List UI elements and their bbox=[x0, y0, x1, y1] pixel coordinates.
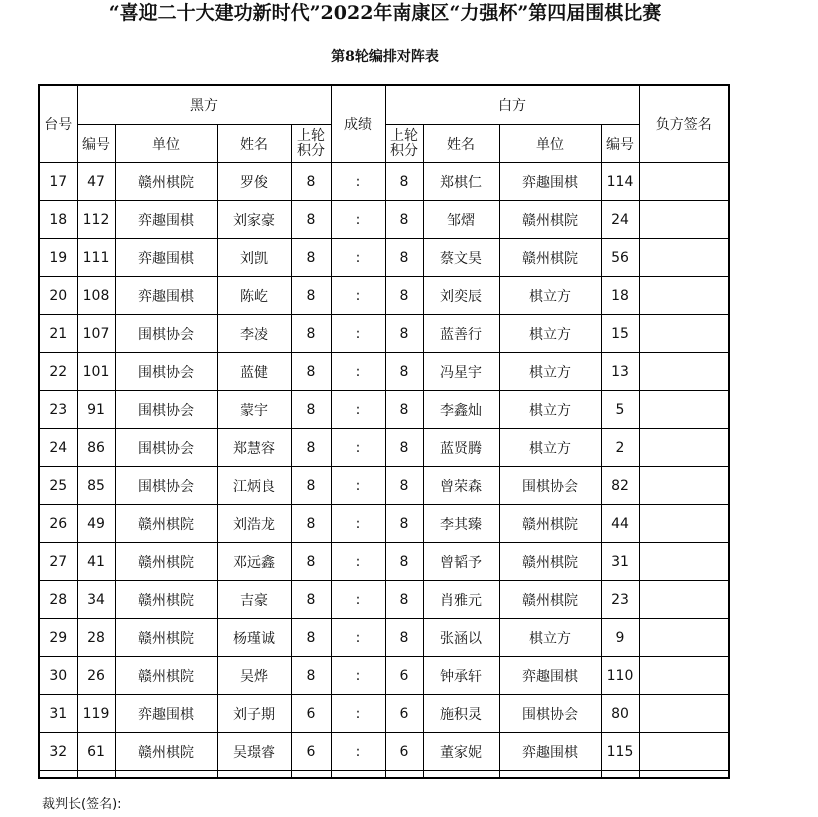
cell-white-unit: 赣州棋院 bbox=[499, 543, 601, 581]
cell-white-prev-points: 6 bbox=[385, 695, 423, 733]
cell-score: : bbox=[331, 467, 385, 505]
cell-black-unit: 围棋协会 bbox=[115, 315, 217, 353]
empty-cell bbox=[331, 771, 385, 779]
cell-black-number: 34 bbox=[77, 581, 115, 619]
cell-white-name: 郑棋仁 bbox=[423, 163, 499, 201]
cell-black-number: 91 bbox=[77, 391, 115, 429]
header-white-prev-points: 上轮积分 bbox=[385, 125, 423, 163]
cell-loser-sign bbox=[639, 581, 729, 619]
cell-score: : bbox=[331, 163, 385, 201]
table-row bbox=[39, 163, 729, 201]
cell-black-prev-points: 8 bbox=[291, 239, 331, 277]
cell-white-unit: 棋立方 bbox=[499, 391, 601, 429]
cell-black-number: 101 bbox=[77, 353, 115, 391]
cell-loser-sign bbox=[639, 657, 729, 695]
cell-score: : bbox=[331, 619, 385, 657]
cell-white-number: 24 bbox=[601, 201, 639, 239]
cell-table-no: 17 bbox=[39, 163, 77, 201]
cell-table-no: 20 bbox=[39, 277, 77, 315]
cell-score: : bbox=[331, 429, 385, 467]
page-subtitle: 第8轮编排对阵表 bbox=[331, 49, 439, 65]
cell-loser-sign bbox=[639, 733, 729, 771]
cell-black-number: 49 bbox=[77, 505, 115, 543]
cell-white-prev-points: 8 bbox=[385, 619, 423, 657]
cell-white-number: 44 bbox=[601, 505, 639, 543]
page-title: “喜迎二十大建功新时代”2022年南康区“力强杯”第四届围棋比赛 bbox=[108, 2, 662, 24]
cell-score: : bbox=[331, 581, 385, 619]
table-row bbox=[39, 277, 729, 315]
cell-loser-sign bbox=[639, 239, 729, 277]
cell-white-name: 董家妮 bbox=[423, 733, 499, 771]
cell-black-name: 李凌 bbox=[217, 315, 291, 353]
cell-white-unit: 棋立方 bbox=[499, 429, 601, 467]
empty-cell bbox=[499, 771, 601, 779]
cell-loser-sign bbox=[639, 277, 729, 315]
cell-white-unit: 弈趣围棋 bbox=[499, 733, 601, 771]
cell-table-no: 31 bbox=[39, 695, 77, 733]
table-row bbox=[39, 315, 729, 353]
cell-white-name: 张涵以 bbox=[423, 619, 499, 657]
cell-black-number: 28 bbox=[77, 619, 115, 657]
cell-black-number: 41 bbox=[77, 543, 115, 581]
cell-black-name: 刘浩龙 bbox=[217, 505, 291, 543]
table-row bbox=[39, 239, 729, 277]
cell-white-number: 23 bbox=[601, 581, 639, 619]
cell-white-number: 114 bbox=[601, 163, 639, 201]
cell-black-number: 108 bbox=[77, 277, 115, 315]
empty-cell bbox=[639, 771, 729, 779]
cell-black-prev-points: 8 bbox=[291, 657, 331, 695]
empty-cell bbox=[77, 771, 115, 779]
cell-black-prev-points: 8 bbox=[291, 467, 331, 505]
cell-black-name: 蓝健 bbox=[217, 353, 291, 391]
cell-black-number: 61 bbox=[77, 733, 115, 771]
cell-loser-sign bbox=[639, 391, 729, 429]
table-row bbox=[39, 467, 729, 505]
cell-white-name: 蓝善行 bbox=[423, 315, 499, 353]
cell-table-no: 26 bbox=[39, 505, 77, 543]
header-white-name: 姓名 bbox=[423, 125, 499, 163]
empty-cell bbox=[115, 771, 217, 779]
cell-white-name: 蓝贤腾 bbox=[423, 429, 499, 467]
cell-black-number: 86 bbox=[77, 429, 115, 467]
cell-white-number: 18 bbox=[601, 277, 639, 315]
cell-white-unit: 棋立方 bbox=[499, 353, 601, 391]
cell-black-prev-points: 8 bbox=[291, 315, 331, 353]
empty-cell bbox=[39, 771, 77, 779]
cell-loser-sign bbox=[639, 201, 729, 239]
table-row bbox=[39, 201, 729, 239]
cell-table-no: 23 bbox=[39, 391, 77, 429]
cell-white-number: 82 bbox=[601, 467, 639, 505]
cell-black-unit: 赣州棋院 bbox=[115, 163, 217, 201]
cell-white-name: 李其臻 bbox=[423, 505, 499, 543]
cell-white-name: 肖雅元 bbox=[423, 581, 499, 619]
cell-table-no: 30 bbox=[39, 657, 77, 695]
cell-table-no: 28 bbox=[39, 581, 77, 619]
cell-black-name: 罗俊 bbox=[217, 163, 291, 201]
cell-white-prev-points: 8 bbox=[385, 353, 423, 391]
cell-black-number: 107 bbox=[77, 315, 115, 353]
cell-white-prev-points: 8 bbox=[385, 391, 423, 429]
cell-black-unit: 赣州棋院 bbox=[115, 733, 217, 771]
cell-table-no: 32 bbox=[39, 733, 77, 771]
header-black-prev-points: 上轮积分 bbox=[291, 125, 331, 163]
cell-score: : bbox=[331, 695, 385, 733]
cell-black-name: 邓远鑫 bbox=[217, 543, 291, 581]
cell-black-unit: 围棋协会 bbox=[115, 429, 217, 467]
header-white: 白方 bbox=[385, 85, 639, 125]
cell-black-name: 吉豪 bbox=[217, 581, 291, 619]
table-tail-row bbox=[39, 771, 729, 779]
table-row bbox=[39, 657, 729, 695]
cell-black-prev-points: 8 bbox=[291, 581, 331, 619]
cell-black-number: 119 bbox=[77, 695, 115, 733]
empty-cell bbox=[291, 771, 331, 779]
cell-black-unit: 赣州棋院 bbox=[115, 505, 217, 543]
cell-black-name: 江炳良 bbox=[217, 467, 291, 505]
cell-white-number: 9 bbox=[601, 619, 639, 657]
cell-black-prev-points: 8 bbox=[291, 619, 331, 657]
cell-white-name: 蔡文昊 bbox=[423, 239, 499, 277]
cell-table-no: 29 bbox=[39, 619, 77, 657]
cell-white-unit: 赣州棋院 bbox=[499, 581, 601, 619]
header-loser-sign: 负方签名 bbox=[639, 85, 729, 163]
cell-table-no: 24 bbox=[39, 429, 77, 467]
cell-score: : bbox=[331, 543, 385, 581]
header-score: 成绩 bbox=[331, 85, 385, 163]
table-row bbox=[39, 695, 729, 733]
cell-black-number: 85 bbox=[77, 467, 115, 505]
cell-black-name: 刘子期 bbox=[217, 695, 291, 733]
cell-black-prev-points: 8 bbox=[291, 391, 331, 429]
header-black-name: 姓名 bbox=[217, 125, 291, 163]
cell-black-number: 112 bbox=[77, 201, 115, 239]
cell-black-name: 陈屹 bbox=[217, 277, 291, 315]
cell-white-name: 曾荣森 bbox=[423, 467, 499, 505]
table-row bbox=[39, 619, 729, 657]
cell-score: : bbox=[331, 733, 385, 771]
cell-white-unit: 赣州棋院 bbox=[499, 201, 601, 239]
cell-black-name: 吴璟睿 bbox=[217, 733, 291, 771]
cell-white-number: 110 bbox=[601, 657, 639, 695]
cell-white-number: 2 bbox=[601, 429, 639, 467]
cell-loser-sign bbox=[639, 505, 729, 543]
cell-white-prev-points: 8 bbox=[385, 239, 423, 277]
cell-loser-sign bbox=[639, 163, 729, 201]
table-row bbox=[39, 733, 729, 771]
cell-white-prev-points: 6 bbox=[385, 657, 423, 695]
cell-black-name: 郑慧容 bbox=[217, 429, 291, 467]
cell-white-number: 13 bbox=[601, 353, 639, 391]
cell-table-no: 22 bbox=[39, 353, 77, 391]
cell-score: : bbox=[331, 657, 385, 695]
cell-score: : bbox=[331, 277, 385, 315]
cell-black-unit: 赣州棋院 bbox=[115, 657, 217, 695]
cell-table-no: 18 bbox=[39, 201, 77, 239]
cell-black-unit: 赣州棋院 bbox=[115, 543, 217, 581]
table-row bbox=[39, 391, 729, 429]
cell-white-unit: 围棋协会 bbox=[499, 467, 601, 505]
cell-black-name: 刘家豪 bbox=[217, 201, 291, 239]
cell-white-number: 115 bbox=[601, 733, 639, 771]
cell-black-prev-points: 6 bbox=[291, 695, 331, 733]
cell-white-name: 曾韬予 bbox=[423, 543, 499, 581]
cell-loser-sign bbox=[639, 315, 729, 353]
cell-white-number: 5 bbox=[601, 391, 639, 429]
cell-black-prev-points: 8 bbox=[291, 505, 331, 543]
cell-black-name: 吴烨 bbox=[217, 657, 291, 695]
referee-signature-label: 裁判长(签名): bbox=[42, 797, 122, 812]
cell-black-unit: 弈趣围棋 bbox=[115, 695, 217, 733]
empty-cell bbox=[423, 771, 499, 779]
cell-black-unit: 弈趣围棋 bbox=[115, 239, 217, 277]
cell-white-unit: 棋立方 bbox=[499, 619, 601, 657]
cell-black-number: 111 bbox=[77, 239, 115, 277]
empty-cell bbox=[217, 771, 291, 779]
cell-score: : bbox=[331, 201, 385, 239]
cell-white-unit: 围棋协会 bbox=[499, 695, 601, 733]
empty-cell bbox=[385, 771, 423, 779]
cell-black-unit: 围棋协会 bbox=[115, 467, 217, 505]
cell-table-no: 21 bbox=[39, 315, 77, 353]
header-black-number: 编号 bbox=[77, 125, 115, 163]
header-black-unit: 单位 bbox=[115, 125, 217, 163]
cell-white-prev-points: 8 bbox=[385, 581, 423, 619]
cell-white-prev-points: 8 bbox=[385, 505, 423, 543]
cell-loser-sign bbox=[639, 429, 729, 467]
cell-white-name: 冯星宇 bbox=[423, 353, 499, 391]
cell-white-name: 钟承轩 bbox=[423, 657, 499, 695]
cell-white-name: 邹熠 bbox=[423, 201, 499, 239]
cell-score: : bbox=[331, 353, 385, 391]
cell-score: : bbox=[331, 505, 385, 543]
cell-score: : bbox=[331, 239, 385, 277]
cell-loser-sign bbox=[639, 543, 729, 581]
cell-white-name: 李鑫灿 bbox=[423, 391, 499, 429]
cell-black-unit: 弈趣围棋 bbox=[115, 201, 217, 239]
table-row bbox=[39, 429, 729, 467]
cell-black-prev-points: 8 bbox=[291, 277, 331, 315]
cell-white-prev-points: 8 bbox=[385, 163, 423, 201]
cell-black-name: 刘凯 bbox=[217, 239, 291, 277]
cell-black-prev-points: 8 bbox=[291, 429, 331, 467]
cell-loser-sign bbox=[639, 619, 729, 657]
cell-black-number: 26 bbox=[77, 657, 115, 695]
cell-white-prev-points: 8 bbox=[385, 277, 423, 315]
table-row bbox=[39, 581, 729, 619]
cell-black-unit: 围棋协会 bbox=[115, 391, 217, 429]
cell-black-unit: 赣州棋院 bbox=[115, 581, 217, 619]
cell-score: : bbox=[331, 315, 385, 353]
cell-white-unit: 棋立方 bbox=[499, 315, 601, 353]
cell-loser-sign bbox=[639, 467, 729, 505]
cell-white-prev-points: 8 bbox=[385, 467, 423, 505]
cell-white-number: 15 bbox=[601, 315, 639, 353]
cell-white-name: 施积灵 bbox=[423, 695, 499, 733]
header-white-number: 编号 bbox=[601, 125, 639, 163]
cell-black-unit: 围棋协会 bbox=[115, 353, 217, 391]
cell-table-no: 27 bbox=[39, 543, 77, 581]
pairing-table bbox=[38, 84, 730, 779]
cell-white-prev-points: 8 bbox=[385, 201, 423, 239]
header-table-no: 台号 bbox=[39, 85, 77, 163]
cell-white-unit: 赣州棋院 bbox=[499, 505, 601, 543]
cell-white-number: 80 bbox=[601, 695, 639, 733]
cell-loser-sign bbox=[639, 695, 729, 733]
table-row bbox=[39, 505, 729, 543]
cell-black-name: 蒙宇 bbox=[217, 391, 291, 429]
cell-white-unit: 弈趣围棋 bbox=[499, 163, 601, 201]
header-black: 黑方 bbox=[77, 85, 331, 125]
cell-white-number: 56 bbox=[601, 239, 639, 277]
cell-score: : bbox=[331, 391, 385, 429]
cell-white-unit: 弈趣围棋 bbox=[499, 657, 601, 695]
cell-black-name: 杨瑾诚 bbox=[217, 619, 291, 657]
table-row bbox=[39, 543, 729, 581]
header-white-unit: 单位 bbox=[499, 125, 601, 163]
cell-white-prev-points: 8 bbox=[385, 543, 423, 581]
cell-black-prev-points: 8 bbox=[291, 543, 331, 581]
cell-black-unit: 赣州棋院 bbox=[115, 619, 217, 657]
cell-white-unit: 棋立方 bbox=[499, 277, 601, 315]
cell-white-name: 刘奕辰 bbox=[423, 277, 499, 315]
cell-white-prev-points: 8 bbox=[385, 429, 423, 467]
cell-loser-sign bbox=[639, 353, 729, 391]
header-row-1 bbox=[39, 85, 729, 125]
cell-white-prev-points: 6 bbox=[385, 733, 423, 771]
cell-table-no: 25 bbox=[39, 467, 77, 505]
cell-black-prev-points: 8 bbox=[291, 163, 331, 201]
cell-black-prev-points: 8 bbox=[291, 201, 331, 239]
cell-black-prev-points: 8 bbox=[291, 353, 331, 391]
cell-black-unit: 弈趣围棋 bbox=[115, 277, 217, 315]
empty-cell bbox=[601, 771, 639, 779]
cell-white-prev-points: 8 bbox=[385, 315, 423, 353]
cell-white-unit: 赣州棋院 bbox=[499, 239, 601, 277]
cell-white-number: 31 bbox=[601, 543, 639, 581]
table-row bbox=[39, 353, 729, 391]
cell-black-number: 47 bbox=[77, 163, 115, 201]
cell-table-no: 19 bbox=[39, 239, 77, 277]
cell-black-prev-points: 6 bbox=[291, 733, 331, 771]
